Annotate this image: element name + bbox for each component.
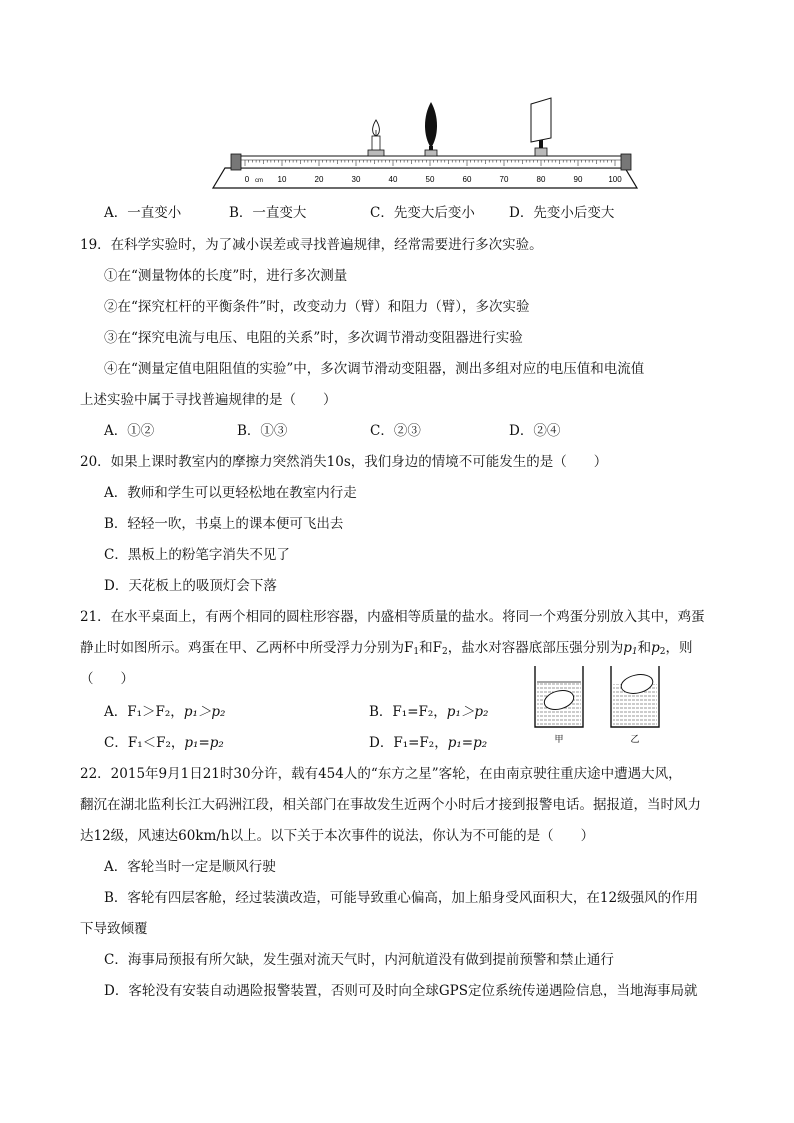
- q22-option-c: C．海事局预报有所欠缺，发生强对流天气时，内河航道没有做到提前预警和禁止通行: [104, 952, 614, 968]
- q21-option-a: A．F₁＞F₂，p₁＞p₂: [104, 704, 226, 720]
- bench-unit-label: cm: [255, 178, 263, 184]
- q22-option-d: D．客轮没有安装自动遇险报警装置，否则可及时向全球GPS定位系统传递遇险信息，当地海事局就: [104, 983, 698, 999]
- q22-line-2: 翻沉在湖北监利长江大码洲江段，相关部门在事故发生近两个小时后才接到报警电话。据报道，当时风力: [80, 797, 701, 813]
- bench-tick-label: 30: [351, 175, 361, 184]
- q22-option-b-cont: 下导致倾覆: [80, 921, 148, 937]
- q22-option-b: B．客轮有四层客舱，经过装潢改造，可能导致重心偏高，加上船身受风面积大，在12级强风的作用: [104, 890, 699, 906]
- q19-item-2: ②在“探究杠杆的平衡条件”时，改变动力（臂）和阻力（臂），多次实验: [104, 299, 530, 315]
- q18-option-a: A．一直变小: [104, 205, 182, 221]
- q21-paren: （ ）: [80, 671, 134, 687]
- light-screen: [531, 98, 551, 156]
- cup-jia: [535, 666, 583, 727]
- q20-option-d: D．天花板上的吸顶灯会下落: [104, 578, 277, 594]
- bench-tick-label: 60: [462, 175, 472, 184]
- cup-label-yi: 乙: [630, 734, 640, 744]
- q20-stem: 20．如果上课时教室内的摩擦力突然消失10s，我们身边的情境不可能发生的是（ ）: [80, 454, 608, 470]
- q20-option-b: B．轻轻一吹，书桌上的课本便可飞出去: [104, 516, 344, 532]
- q21-option-b: B．F₁=F₂，p₁＞p₂: [369, 704, 489, 720]
- q22-option-a: A．客轮当时一定是顺风行驶: [104, 859, 276, 875]
- q18-option-b: B．一直变大: [229, 205, 307, 221]
- bench-right-post: [621, 154, 631, 170]
- bench-left-post: [231, 154, 241, 170]
- bench-tick-label: 100: [608, 175, 622, 184]
- q21-line-1: 21．在水平桌面上，有两个相同的圆柱形容器，内盛相等质量的盐水。将同一个鸡蛋分别放入其中，鸡蛋: [80, 609, 705, 625]
- optical-bench-figure: [205, 96, 645, 192]
- q21-line-2: 静止时如图所示。鸡蛋在甲、乙两杯中所受浮力分别为$F_1$和$F_2$，盐水对容器底部压强分别为$p_1$和$p_2$，则: [80, 640, 693, 657]
- candle: [368, 120, 384, 156]
- bench-tick-label: 70: [499, 175, 509, 184]
- q21-option-d: D．F₁=F₂，p₁=p₂: [369, 735, 488, 751]
- q19-option-c: C．②③: [370, 423, 421, 439]
- q19-item-3: ③在“探究电流与电压、电阻的关系”时，多次调节滑动变阻器进行实验: [104, 330, 523, 346]
- cup-yi: [611, 666, 659, 727]
- q19-item-4: ④在“测量定值电阻阻值的实验”中，多次调节滑动变阻器，测出多组对应的电压值和电流值: [104, 361, 645, 377]
- q20-option-c: C．黑板上的粉笔字消失不见了: [104, 547, 290, 563]
- bench-tick-label: 40: [388, 175, 398, 184]
- q19-option-a: A．①②: [104, 423, 155, 439]
- bench-tick-label: 50: [425, 175, 435, 184]
- bench-tick-label: 90: [573, 175, 583, 184]
- bench-tick-label: 80: [536, 175, 546, 184]
- q19-option-b: B．①③: [237, 423, 288, 439]
- cup-label-jia: 甲: [554, 734, 564, 744]
- bench-tick-label: 0: [244, 175, 250, 184]
- bench-tick-label: 20: [314, 175, 324, 184]
- egg-cups-figure: [525, 662, 675, 744]
- q20-option-a: A．教师和学生可以更轻松地在教室内行走: [104, 485, 357, 501]
- q19-stem: 19．在科学实验时，为了减小误差或寻找普遍规律，经常需要进行多次实验。: [80, 237, 543, 253]
- bench-rail: [235, 156, 627, 168]
- q22-line-3: 达12级，风速达60km/h以上。以下关于本次事件的说法，你认为不可能的是（ ）: [80, 828, 595, 844]
- q18-option-c: C．先变大后变小: [370, 205, 475, 221]
- q19-option-d: D．②④: [509, 423, 561, 439]
- q19-question: 上述实验中属于寻找普遍规律的是（ ）: [80, 392, 337, 408]
- q21-option-c: C．F₁＜F₂，p₁=p₂: [104, 735, 224, 751]
- q22-line-1: 22．2015年9月1日21时30分许，载有454人的“东方之星”客轮，在由南京驶往重庆途中遭遇大风，: [80, 766, 682, 782]
- convex-lens: [425, 102, 437, 156]
- bench-tick-label: 10: [277, 175, 287, 184]
- q19-item-1: ①在“测量物体的长度”时，进行多次测量: [104, 268, 348, 284]
- q18-option-d: D．先变小后变大: [509, 205, 615, 221]
